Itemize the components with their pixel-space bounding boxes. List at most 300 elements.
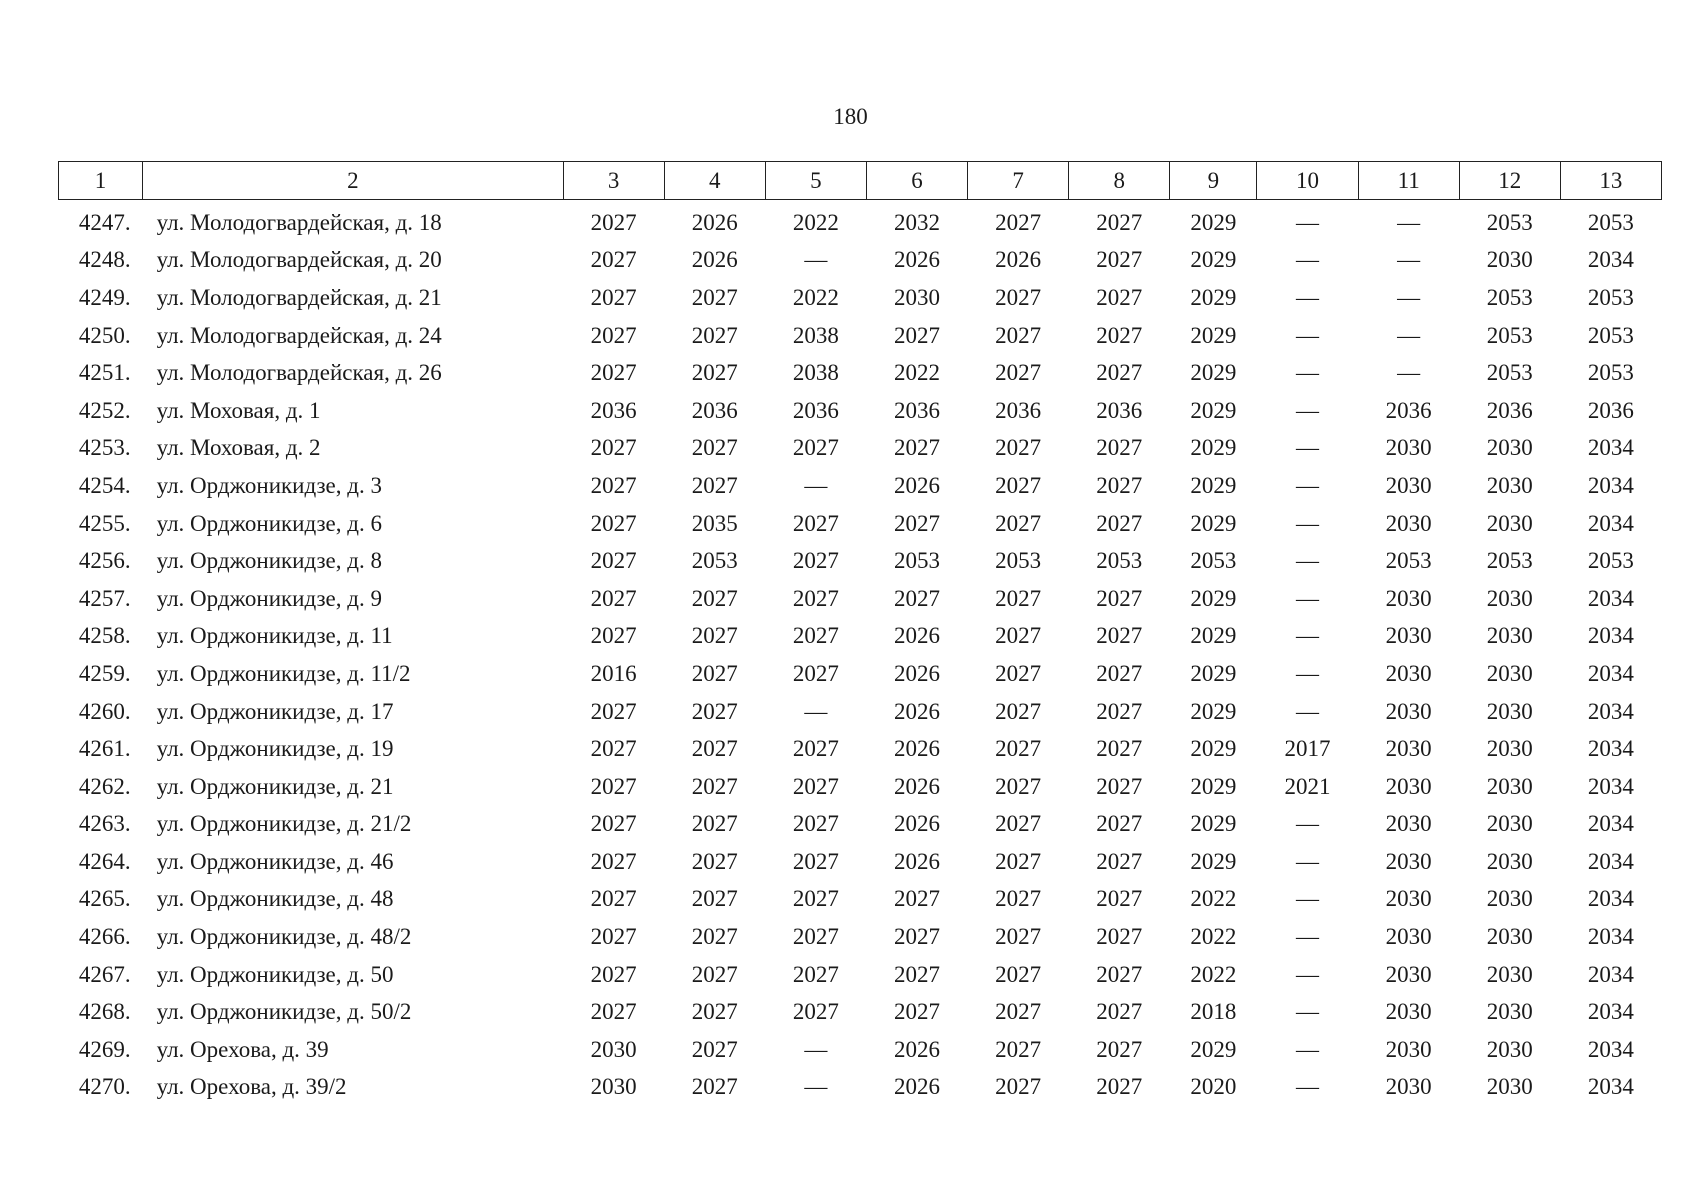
year-cell: 2034 [1587,698,1634,724]
year-cell: 2036 [590,397,637,423]
year-cell: — [1296,209,1320,235]
year-cell: 2027 [1096,585,1143,611]
year-cell: 2029 [1190,247,1237,273]
year-cell: 2026 [894,623,941,649]
year-cell: 2030 [1486,811,1533,837]
column-header: 9 [1170,162,1257,200]
year-cell: 2026 [894,736,941,762]
year-cell: 2027 [995,886,1042,912]
year-cell: 2027 [590,623,637,649]
year-cell: 2030 [1486,1074,1533,1100]
year-cell: 2034 [1587,811,1634,837]
year-cell: 2027 [1096,886,1143,912]
table-body [59,200,1662,1107]
year-cell: — [1296,585,1320,611]
year-cell: 2030 [1486,660,1533,686]
header-row [59,162,1662,200]
year-cell: 2027 [590,811,637,837]
year-cell: 2021 [1284,773,1331,799]
table-row [59,655,1662,693]
year-cell: 2027 [590,548,637,574]
year-cell: 2026 [691,247,738,273]
table-row [59,1069,1662,1107]
year-cell: 2027 [691,924,738,950]
year-cell: 2053 [1587,360,1634,386]
year-cell: 2027 [995,961,1042,987]
year-cell: 2030 [1486,961,1533,987]
year-cell: 2027 [995,1036,1042,1062]
year-cell: — [1296,698,1320,724]
row-number: 4254. [78,472,131,498]
year-cell: — [1296,886,1320,912]
year-cell: 2030 [1385,510,1432,536]
year-cell: 2029 [1190,848,1237,874]
year-cell: 2053 [1587,548,1634,574]
year-cell: 2022 [792,209,839,235]
year-cell: 2027 [590,698,637,724]
year-cell: 2027 [1096,961,1143,987]
year-cell: 2026 [894,1036,941,1062]
address-cell: ул. Орджоникидзе, д. 9 [156,585,382,611]
table-row [59,200,1662,242]
table-row [59,242,1662,280]
table-row [59,768,1662,806]
year-cell: 2030 [1385,736,1432,762]
year-cell: — [804,472,828,498]
year-cell: 2030 [1385,811,1432,837]
year-cell: — [1296,322,1320,348]
year-cell: 2026 [894,698,941,724]
year-cell: 2027 [691,886,738,912]
year-cell: — [1296,924,1320,950]
year-cell: 2053 [995,548,1042,574]
year-cell: 2027 [1096,811,1143,837]
year-cell: 2027 [1096,736,1143,762]
year-cell: 2022 [1190,924,1237,950]
row-number: 4257. [78,585,131,611]
column-header: 8 [1069,162,1170,200]
year-cell: 2027 [995,585,1042,611]
year-cell: 2027 [691,360,738,386]
year-cell: 2027 [894,435,941,461]
address-cell: ул. Орджоникидзе, д. 46 [156,848,394,874]
year-cell: 2027 [691,284,738,310]
year-cell: 2038 [792,360,839,386]
year-cell: — [1296,247,1320,273]
year-cell: — [1397,322,1421,348]
year-cell: — [1296,660,1320,686]
address-cell: ул. Орджоникидзе, д. 48/2 [156,924,412,950]
table-row [59,580,1662,618]
row-number: 4250. [78,322,131,348]
column-header: 5 [765,162,866,200]
year-cell: 2022 [894,360,941,386]
year-cell: 2036 [1587,397,1634,423]
year-cell: 2029 [1190,773,1237,799]
year-cell: 2017 [1284,736,1331,762]
year-cell: 2029 [1190,623,1237,649]
row-number: 4258. [78,623,131,649]
year-cell: — [804,1074,828,1100]
year-cell: — [1296,284,1320,310]
year-cell: 2027 [792,999,839,1025]
year-cell: 2027 [995,322,1042,348]
year-cell: 2034 [1587,247,1634,273]
column-header: 7 [968,162,1069,200]
year-cell: 2027 [1096,360,1143,386]
year-cell: 2027 [590,961,637,987]
year-cell: — [1397,284,1421,310]
year-cell: 2030 [1486,773,1533,799]
address-cell: ул. Молодогвардейская, д. 26 [156,360,442,386]
year-cell: 2027 [691,1036,738,1062]
column-header: 3 [563,162,664,200]
year-cell: 2053 [1190,548,1237,574]
year-cell: 2053 [1486,209,1533,235]
year-cell: 2027 [590,924,637,950]
year-cell: 2029 [1190,435,1237,461]
year-cell: 2030 [1385,924,1432,950]
address-cell: ул. Орджоникидзе, д. 19 [156,736,394,762]
year-cell: — [804,698,828,724]
year-cell: 2027 [590,736,637,762]
year-cell: 2027 [691,472,738,498]
row-number: 4256. [78,548,131,574]
year-cell: — [1397,360,1421,386]
row-number: 4264. [78,848,131,874]
year-cell: — [1296,397,1320,423]
year-cell: 2027 [590,247,637,273]
year-cell: 2030 [1385,886,1432,912]
year-cell: 2027 [691,773,738,799]
table-row [59,693,1662,731]
year-cell: 2036 [1096,397,1143,423]
address-cell: ул. Орджоникидзе, д. 50/2 [156,999,412,1025]
address-cell: ул. Орджоникидзе, д. 11/2 [156,660,411,686]
year-cell: 2034 [1587,1074,1634,1100]
year-cell: 2034 [1587,961,1634,987]
year-cell: 2026 [691,209,738,235]
year-cell: 2027 [792,585,839,611]
year-cell: 2034 [1587,660,1634,686]
year-cell: 2027 [894,585,941,611]
year-cell: 2027 [894,322,941,348]
year-cell: 2027 [995,736,1042,762]
year-cell: 2034 [1587,472,1634,498]
year-cell: 2026 [894,811,941,837]
year-cell: 2053 [1096,548,1143,574]
year-cell: 2022 [1190,961,1237,987]
year-cell: 2030 [1486,435,1533,461]
table-row [59,467,1662,505]
year-cell: 2030 [1385,472,1432,498]
year-cell: 2027 [691,585,738,611]
year-cell: 2030 [1486,247,1533,273]
year-cell: 2030 [1486,585,1533,611]
year-cell: 2030 [1486,698,1533,724]
year-cell: 2038 [792,322,839,348]
table-row [59,354,1662,392]
year-cell: 2036 [894,397,941,423]
year-cell: 2027 [995,698,1042,724]
year-cell: 2027 [1096,1074,1143,1100]
table-row [59,505,1662,543]
row-number: 4266. [78,924,131,950]
year-cell: 2034 [1587,886,1634,912]
year-cell: 2027 [995,1074,1042,1100]
address-cell: ул. Орехова, д. 39/2 [156,1074,347,1100]
year-cell: 2029 [1190,660,1237,686]
row-number: 4255. [78,510,131,536]
table-header [59,162,1662,200]
year-cell: 2027 [590,773,637,799]
year-cell: 2027 [995,510,1042,536]
table-row [59,430,1662,468]
address-cell: ул. Орджоникидзе, д. 6 [156,510,382,536]
year-cell: 2026 [894,247,941,273]
year-cell: 2026 [894,472,941,498]
year-cell: 2027 [792,924,839,950]
year-cell: 2027 [590,585,637,611]
year-cell: 2029 [1190,510,1237,536]
year-cell: 2030 [1486,924,1533,950]
row-number: 4263. [78,811,131,837]
column-header: 12 [1459,162,1560,200]
year-cell: 2027 [691,811,738,837]
table-row [59,1031,1662,1069]
year-cell: 2027 [1096,660,1143,686]
address-cell: ул. Молодогвардейская, д. 18 [156,209,442,235]
year-cell: — [1296,360,1320,386]
year-cell: 2027 [792,548,839,574]
year-cell: 2036 [1385,397,1432,423]
row-number: 4247. [78,209,131,235]
year-cell: 2027 [1096,698,1143,724]
year-cell: 2053 [1486,322,1533,348]
year-cell: 2027 [995,773,1042,799]
row-number: 4253. [78,435,131,461]
year-cell: 2030 [1486,623,1533,649]
year-cell: 2030 [1385,999,1432,1025]
year-cell: 2027 [1096,999,1143,1025]
row-number: 4267. [78,961,131,987]
year-cell: 2053 [1587,209,1634,235]
table-row [59,881,1662,919]
year-cell: 2027 [792,886,839,912]
year-cell: 2030 [1385,773,1432,799]
table-row [59,843,1662,881]
row-number: 4265. [78,886,131,912]
year-cell: 2027 [995,848,1042,874]
page-number: 180 [833,104,868,129]
address-cell: ул. Моховая, д. 2 [156,435,321,461]
year-cell: 2027 [995,472,1042,498]
year-cell: 2034 [1587,623,1634,649]
year-cell: 2027 [894,924,941,950]
year-cell: 2027 [1096,209,1143,235]
year-cell: 2030 [1486,510,1533,536]
year-cell: — [1296,999,1320,1025]
year-cell: 2032 [894,209,941,235]
year-cell: 2026 [894,660,941,686]
table-row [59,730,1662,768]
year-cell: 2027 [590,510,637,536]
year-cell: 2034 [1587,924,1634,950]
year-cell: 2027 [1096,472,1143,498]
table-row [59,956,1662,994]
address-cell: ул. Орджоникидзе, д. 21/2 [156,811,412,837]
year-cell: 2027 [792,736,839,762]
year-cell: 2030 [590,1036,637,1062]
year-cell: 2027 [1096,1036,1143,1062]
year-cell: 2027 [894,999,941,1025]
year-cell: 2027 [691,961,738,987]
year-cell: 2027 [1096,322,1143,348]
year-cell: 2030 [1486,1036,1533,1062]
year-cell: 2027 [792,660,839,686]
year-cell: 2053 [1385,548,1432,574]
year-cell: 2030 [1486,736,1533,762]
year-cell: 2027 [691,435,738,461]
year-cell: 2027 [691,1074,738,1100]
year-cell: 2029 [1190,698,1237,724]
year-cell: 2027 [792,848,839,874]
column-header: 6 [866,162,967,200]
year-cell: 2027 [1096,510,1143,536]
address-cell: ул. Молодогвардейская, д. 20 [156,247,442,273]
year-cell: — [1296,1036,1320,1062]
year-cell: 2034 [1587,510,1634,536]
address-cell: ул. Орджоникидзе, д. 8 [156,548,382,574]
year-cell: 2026 [894,773,941,799]
year-cell: 2030 [1385,435,1432,461]
year-cell: 2034 [1587,585,1634,611]
year-cell: 2016 [590,660,637,686]
year-cell: 2027 [590,209,637,235]
row-number: 4260. [78,698,131,724]
year-cell: 2027 [995,924,1042,950]
year-cell: 2053 [1486,360,1533,386]
year-cell: 2053 [1587,322,1634,348]
year-cell: 2030 [1385,1074,1432,1100]
year-cell: 2027 [691,623,738,649]
year-cell: — [1296,510,1320,536]
row-number: 4261. [78,736,131,762]
year-cell: 2027 [1096,284,1143,310]
year-cell: 2027 [792,773,839,799]
year-cell: — [804,247,828,273]
year-cell: 2030 [1486,472,1533,498]
column-header: 2 [143,162,564,200]
row-number: 4249. [78,284,131,310]
row-number: 4248. [78,247,131,273]
address-cell: ул. Моховая, д. 1 [156,397,321,423]
year-cell: — [1296,1074,1320,1100]
year-cell: 2034 [1587,848,1634,874]
year-cell: — [1397,247,1421,273]
year-cell: 2027 [1096,773,1143,799]
year-cell: 2027 [1096,924,1143,950]
year-cell: 2030 [1385,1036,1432,1062]
table-row [59,993,1662,1031]
year-cell: 2029 [1190,284,1237,310]
table-row [59,279,1662,317]
year-cell: 2026 [995,247,1042,273]
year-cell: 2027 [691,999,738,1025]
year-cell: 2027 [792,811,839,837]
year-cell: 2027 [590,284,637,310]
row-number: 4269. [78,1036,131,1062]
year-cell: 2027 [691,848,738,874]
year-cell: — [1296,848,1320,874]
column-header: 4 [664,162,765,200]
year-cell: 2030 [1486,886,1533,912]
year-cell: 2027 [894,886,941,912]
year-cell: 2030 [1385,623,1432,649]
year-cell: 2035 [691,510,738,536]
year-cell: 2027 [590,472,637,498]
year-cell: 2027 [691,698,738,724]
year-cell: 2027 [995,999,1042,1025]
year-cell: 2027 [792,623,839,649]
year-cell: 2036 [1486,397,1533,423]
year-cell: 2026 [894,1074,941,1100]
year-cell: 2027 [792,435,839,461]
year-cell: 2027 [792,510,839,536]
year-cell: 2027 [792,961,839,987]
year-cell: 2036 [792,397,839,423]
year-cell: 2029 [1190,322,1237,348]
year-cell: 2027 [1096,435,1143,461]
year-cell: 2036 [691,397,738,423]
year-cell: 2027 [691,736,738,762]
address-cell: ул. Орджоникидзе, д. 48 [156,886,394,912]
column-header: 13 [1560,162,1661,200]
year-cell: 2030 [1385,660,1432,686]
year-cell: 2030 [590,1074,637,1100]
year-cell: 2029 [1190,360,1237,386]
address-cell: ул. Орджоникидзе, д. 3 [156,472,382,498]
address-cell: ул. Молодогвардейская, д. 21 [156,284,442,310]
row-number: 4252. [78,397,131,423]
year-cell: 2030 [1486,999,1533,1025]
year-cell: 2018 [1190,999,1237,1025]
address-cell: ул. Орджоникидзе, д. 50 [156,961,394,987]
year-cell: 2027 [995,209,1042,235]
year-cell: 2022 [792,284,839,310]
year-cell: 2029 [1190,585,1237,611]
year-cell: 2022 [1190,886,1237,912]
year-cell: 2027 [1096,623,1143,649]
year-cell: 2027 [894,961,941,987]
year-cell: — [1397,209,1421,235]
year-cell: 2027 [995,660,1042,686]
year-cell: 2034 [1587,999,1634,1025]
year-cell: 2027 [590,435,637,461]
address-cell: ул. Орджоникидзе, д. 17 [156,698,394,724]
year-cell: 2034 [1587,773,1634,799]
year-cell: 2029 [1190,397,1237,423]
year-cell: 2026 [894,848,941,874]
year-cell: — [1296,472,1320,498]
year-cell: — [1296,961,1320,987]
year-cell: 2030 [1385,961,1432,987]
year-cell: 2034 [1587,736,1634,762]
table-row [59,618,1662,656]
year-cell: 2053 [1486,548,1533,574]
year-cell: 2027 [590,360,637,386]
year-cell: — [804,1036,828,1062]
